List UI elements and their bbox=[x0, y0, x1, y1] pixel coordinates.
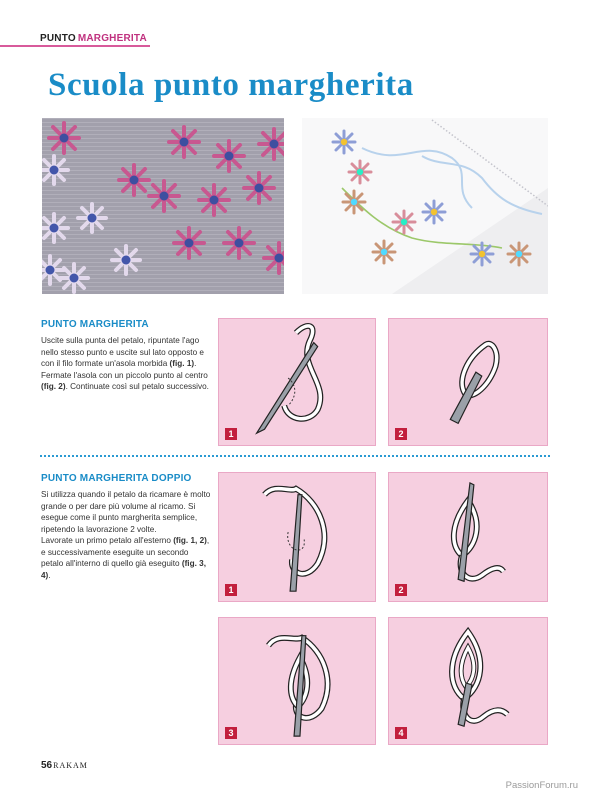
stitch-illustration bbox=[219, 618, 375, 744]
section-divider bbox=[40, 455, 550, 457]
section1-ref-1: (fig. 1) bbox=[169, 359, 195, 368]
section-tag-word2: MARGHERITA bbox=[77, 33, 147, 44]
section1-text-2: Fermate l'asola con un piccolo punto al centro bbox=[41, 370, 208, 380]
figure-number: 2 bbox=[395, 584, 407, 596]
figure-number: 1 bbox=[225, 428, 237, 440]
section2-title: PUNTO MARGHERITA DOPPIO bbox=[41, 473, 192, 484]
figure-panel-double-1 bbox=[218, 472, 376, 602]
stitch-illustration bbox=[389, 618, 547, 744]
section2-text-4: . bbox=[48, 570, 51, 580]
figure-panel-1 bbox=[218, 318, 376, 446]
embroidered-daisies-closeup-photo bbox=[42, 118, 284, 294]
section1-ref-2: (fig. 2) bbox=[41, 382, 66, 391]
figure-panel-double-4 bbox=[388, 617, 548, 745]
figure-panel-2 bbox=[388, 318, 548, 446]
magazine-name: RAKAM bbox=[53, 761, 88, 770]
stitch-illustration bbox=[219, 319, 375, 445]
section2-text-2: Lavorate un primo petalo all'esterno bbox=[41, 536, 174, 545]
section-tag bbox=[40, 33, 147, 44]
stitch-illustration bbox=[219, 473, 375, 601]
section2-text-3: , e successivamente eseguite un secondo petalo all'interno di quello già eseguito bbox=[41, 536, 210, 568]
embroidered-tablecloth-photo bbox=[302, 118, 548, 294]
figure-number: 1 bbox=[225, 584, 237, 596]
figure-number: 3 bbox=[225, 727, 237, 739]
stitch-illustration bbox=[389, 473, 547, 601]
stitch-illustration bbox=[389, 319, 547, 445]
figure-panel-double-3 bbox=[218, 617, 376, 745]
section2-ref-2: (fig. 1, 2) bbox=[173, 536, 207, 545]
section-rule bbox=[0, 45, 150, 47]
section-tag-word1: PUNTO bbox=[40, 33, 76, 44]
section2-text-1: Si utilizza quando il petalo da ricamare è molto grande o per dare più volume al ricamo. Si esegue come il punto margherita semplice, ripetendo la lavorazione 2 volte. bbox=[41, 490, 211, 534]
section2-ref-3: (fig. 3, 4) bbox=[41, 559, 206, 580]
section1-text-1: Uscite sulla punta del petalo, ripuntate l'ago nello stesso punto e uscite sul lato opposto e con il filo formate un'asola morbida bbox=[41, 336, 204, 368]
figure-number: 2 bbox=[395, 428, 407, 440]
figure-panel-double-2 bbox=[388, 472, 548, 602]
page-title: Scuola punto margherita bbox=[48, 67, 414, 103]
watermark: PassionForum.ru bbox=[505, 780, 578, 791]
section1-text-3: . Continuate così sul petalo successivo. bbox=[65, 382, 209, 391]
section2-body bbox=[41, 489, 211, 581]
section1-title: PUNTO MARGHERITA bbox=[41, 319, 149, 330]
page-number: 56 bbox=[41, 760, 53, 771]
page-footer bbox=[41, 760, 88, 771]
section1-body: Uscite sulla punta del petalo, ripuntate l'ago nello stesso punto e uscite sul lato opposto e con il filo formate un'asola morbida (fig. 1). Fermate l'asola con un piccolo punto al centro (fig. 2). Continuate così sul petalo successivo. bbox=[41, 336, 209, 391]
figure-number: 4 bbox=[395, 727, 407, 739]
